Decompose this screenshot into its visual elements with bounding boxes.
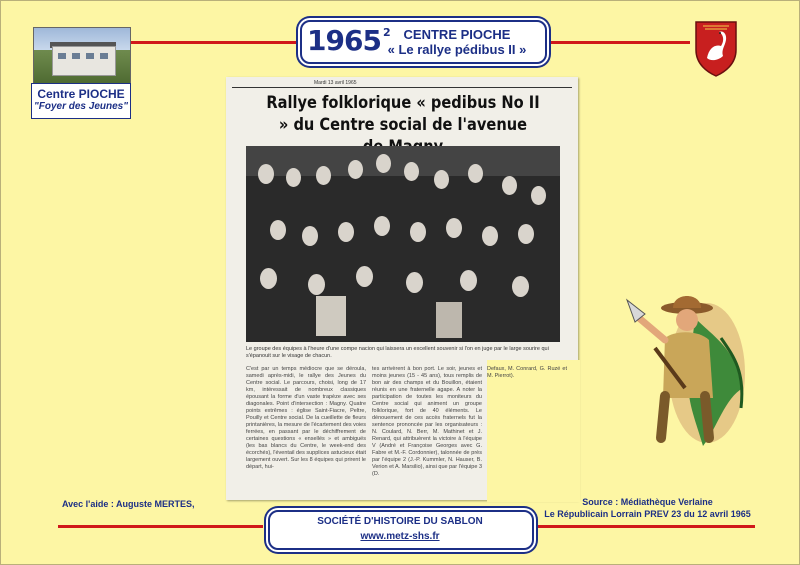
header-year: 1965 $^2$ bbox=[307, 24, 390, 57]
center-label bbox=[31, 83, 131, 119]
society-website-link[interactable]: www.metz-shs.fr bbox=[360, 531, 440, 542]
center-nickname: "Foyer des Jeunes" bbox=[34, 101, 128, 112]
source-line-1: Source : Médiathèque Verlaine bbox=[582, 497, 713, 507]
society-name: SOCIÉTÉ D'HISTOIRE DU SABLON bbox=[317, 516, 483, 527]
dateline-rule bbox=[232, 87, 572, 88]
article-dateline: Mardi 13 avril 1965 bbox=[314, 80, 357, 86]
clipping-cutout bbox=[487, 360, 580, 502]
footer-rule-right bbox=[537, 525, 755, 528]
article-column-3: Defaux, M. Conrard, G. Ruzé et M. Pierrot). bbox=[487, 366, 567, 379]
article-column-2: tes arrivèrent à bon port. Le soir, jeunes et moins jeunes (15 - 45 ans), tous remplis de bon air des champs et du Bouillon, étaient réunis en une fraternelle agape. A noter la participation de toutes les moniteurs du Centre social qui animent un groupe folklorique, fort de 40 éléments. Le dénouement de ces accès fraternels fut la sentence prononcée par les organisateurs : N. Coulard, N. Berr, M. Mathinet et J. Renard, qui attribuèrent la victoire à l'équipe V (André et Françoise Georges avec G. Fabre et M.-F. Cordonnier), talonnée de près par l'équipe 2 (J.-P. Kummler, N. Hauser, B. Verion et A. Marsilio), ainsi que par l'équipe 3 (D. bbox=[372, 366, 482, 477]
source-credit bbox=[520, 496, 775, 520]
photo-caption: Le groupe des équipes à l'heure d'une compe nacion qui laissera un excellent souvenir si l'on en juge par le large sourire qui s'épanouit sur le visage de chacun. bbox=[246, 346, 549, 359]
header-subtitle: « Le rallye pédibus II » bbox=[387, 42, 527, 57]
article-headline: Rallye folklorique « pedibus No II » du Centre social de l'avenue bbox=[266, 93, 540, 135]
footer-rule-left bbox=[58, 525, 263, 528]
source-line-2: Le Républicain Lorrain PREV 23 du 12 avril 1965 bbox=[544, 509, 751, 519]
credit-helper: Avec l'aide : Auguste MERTES, bbox=[62, 499, 195, 509]
header-rule-right bbox=[548, 41, 690, 44]
coat-of-arms-icon bbox=[693, 18, 739, 78]
header-rule-left bbox=[130, 41, 296, 44]
header-title: CENTRE PIOCHE bbox=[403, 27, 511, 42]
group-photo bbox=[246, 146, 560, 342]
article-column-1: C'est par un temps médiocre que se déroula, samedi après-midi, le rallye des Jeunes du Centre social. Le parcours, choisi, long de 17 km, intéressait de nombreux classiques épousant la forme d'un vaste trapèze avec ses diagonales. Point d'intersection : Magny. Quatre points extrêmes : église Saint-Fiacre, Peltre, Pouilly et Centre social. De la cueillette de fleurs printanières, la mesure de l'écartement des voies ferrées, en passant par le déchiffrement de certaines questions « ensellés » et ambiguës (les bas blancs du Centre, le week-end des écorchés), l'éventail des supplices astucieux était largement ouvert. Sur les 8 équipes qui prirent le départ, hui- bbox=[246, 366, 366, 470]
building-photo bbox=[33, 27, 131, 84]
center-name: Centre PIOCHE bbox=[37, 87, 125, 101]
explorer-illustration-icon bbox=[625, 278, 745, 448]
